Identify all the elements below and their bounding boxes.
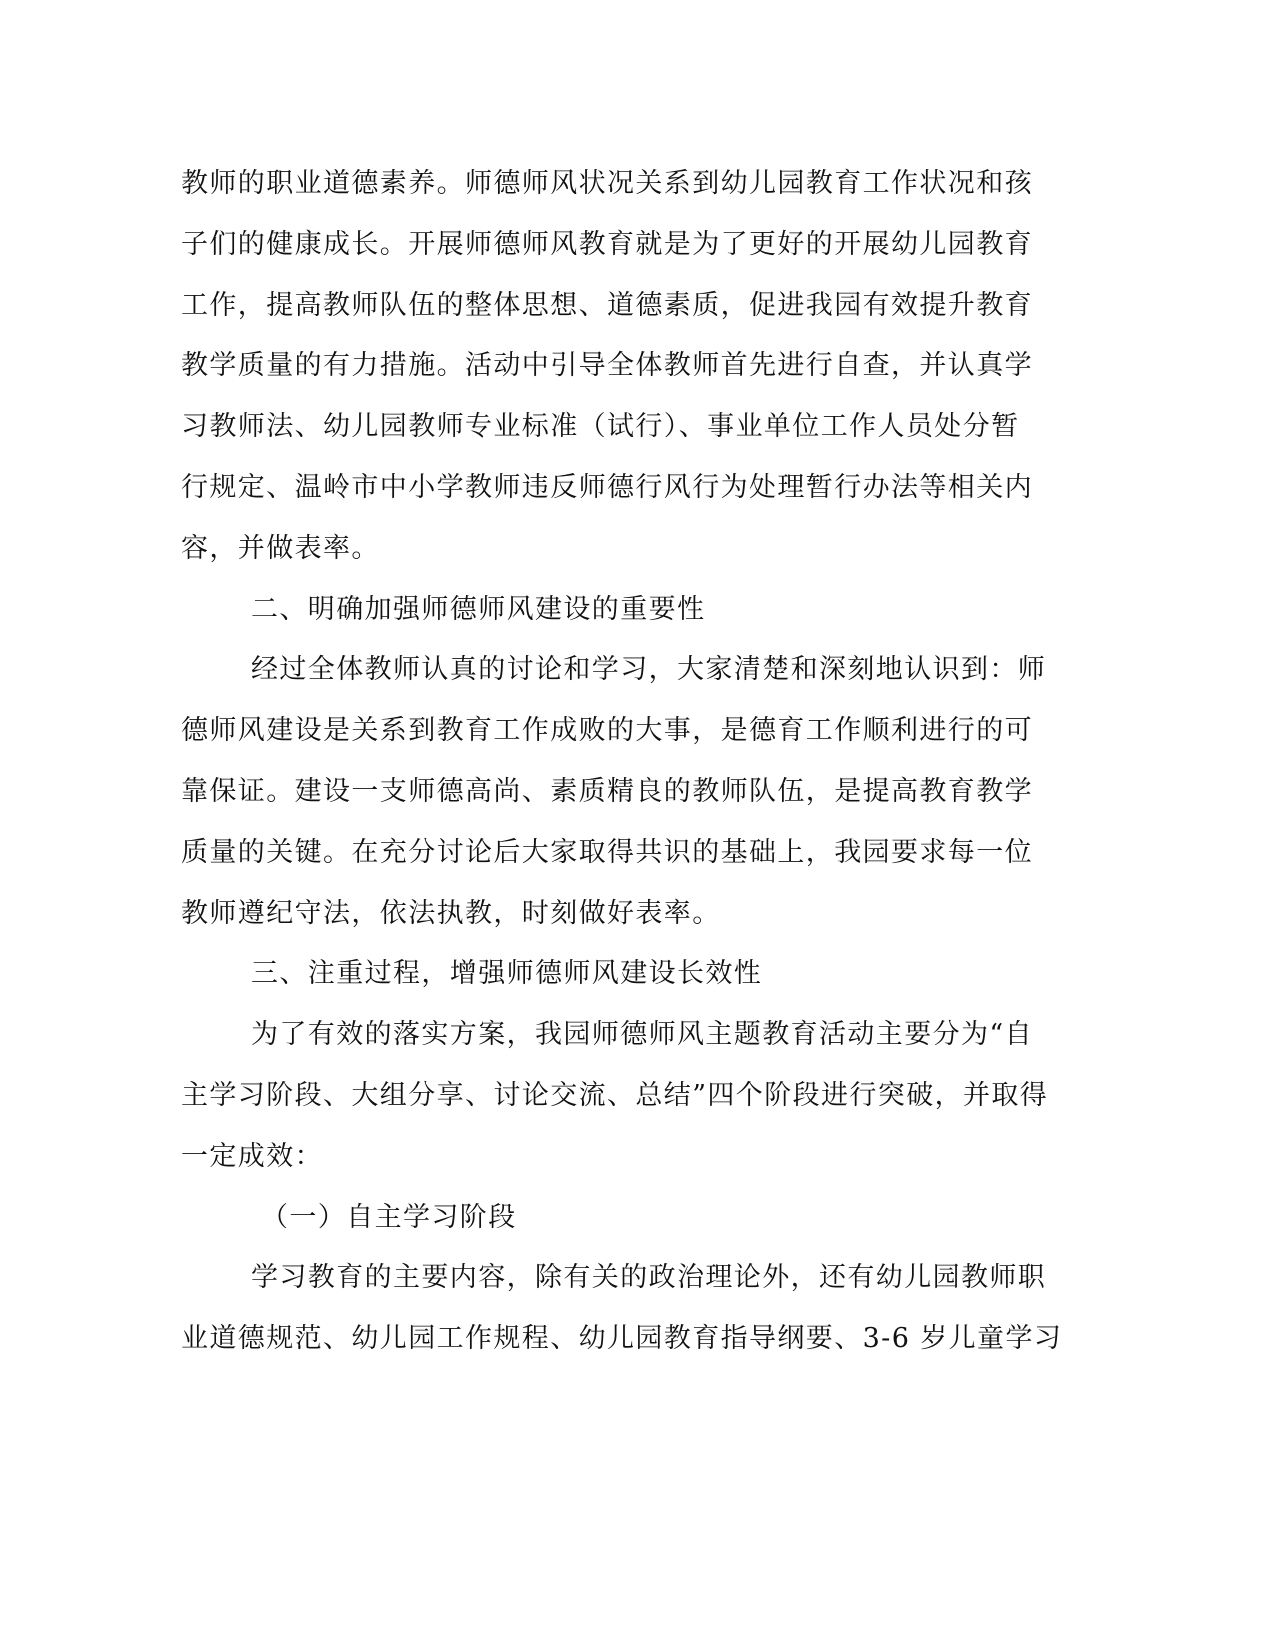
paragraph-line: 教学质量的有力措施。活动中引导全体教师首先进行自查，并认真学 bbox=[181, 350, 1033, 382]
paragraph-line: 质量的关键。在充分讨论后大家取得共识的基础上，我园要求每一位 bbox=[181, 836, 1033, 868]
section-heading: 三、注重过程，增强师德师风建设长效性 bbox=[251, 958, 763, 990]
paragraph-line: 业道德规范、幼儿园工作规程、幼儿园教育指导纲要、3-6 岁儿童学习 bbox=[181, 1323, 1063, 1355]
paragraph-line: 一定成效： bbox=[181, 1140, 323, 1172]
paragraph-line: 为了有效的落实方案，我园师德师风主题教育活动主要分为“自 bbox=[251, 1019, 1034, 1051]
subsection-heading: （一）自主学习阶段 bbox=[261, 1201, 517, 1233]
paragraph-line: 子们的健康成长。开展师德师风教育就是为了更好的开展幼儿园教育 bbox=[181, 228, 1033, 260]
paragraph-line: 工作，提高教师队伍的整体思想、道德素质，促进我园有效提升教育 bbox=[181, 289, 1033, 321]
paragraph-line: 容，并做表率。 bbox=[181, 532, 380, 564]
paragraph-line: 教师遵纪守法，依法执教，时刻做好表率。 bbox=[181, 897, 721, 929]
paragraph-line: 经过全体教师认真的讨论和学习，大家清楚和深刻地认识到：师 bbox=[251, 654, 1047, 686]
section-heading: 二、明确加强师德师风建设的重要性 bbox=[251, 593, 706, 625]
paragraph-line: 教师的职业道德素养。师德师风状况关系到幼儿园教育工作状况和孩 bbox=[181, 168, 1033, 199]
paragraph-line: 习教师法、幼儿园教师专业标准（试行）、事业单位工作人员处分暂 bbox=[181, 411, 1020, 443]
paragraph-line: 行规定、温岭市中小学教师违反师德行风行为处理暂行办法等相关内 bbox=[181, 471, 1033, 503]
paragraph-line: 学习教育的主要内容，除有关的政治理论外，还有幼儿园教师职 bbox=[251, 1262, 1047, 1294]
paragraph-line: 靠保证。建设一支师德高尚、素质精良的教师队伍，是提高教育教学 bbox=[181, 775, 1033, 807]
paragraph-line: 主学习阶段、大组分享、讨论交流、总结”四个阶段进行突破，并取得 bbox=[181, 1079, 1049, 1111]
paragraph-line: 德师风建设是关系到教育工作成败的大事，是德育工作顺利进行的可 bbox=[181, 715, 1033, 747]
document-body bbox=[181, 154, 1063, 1370]
